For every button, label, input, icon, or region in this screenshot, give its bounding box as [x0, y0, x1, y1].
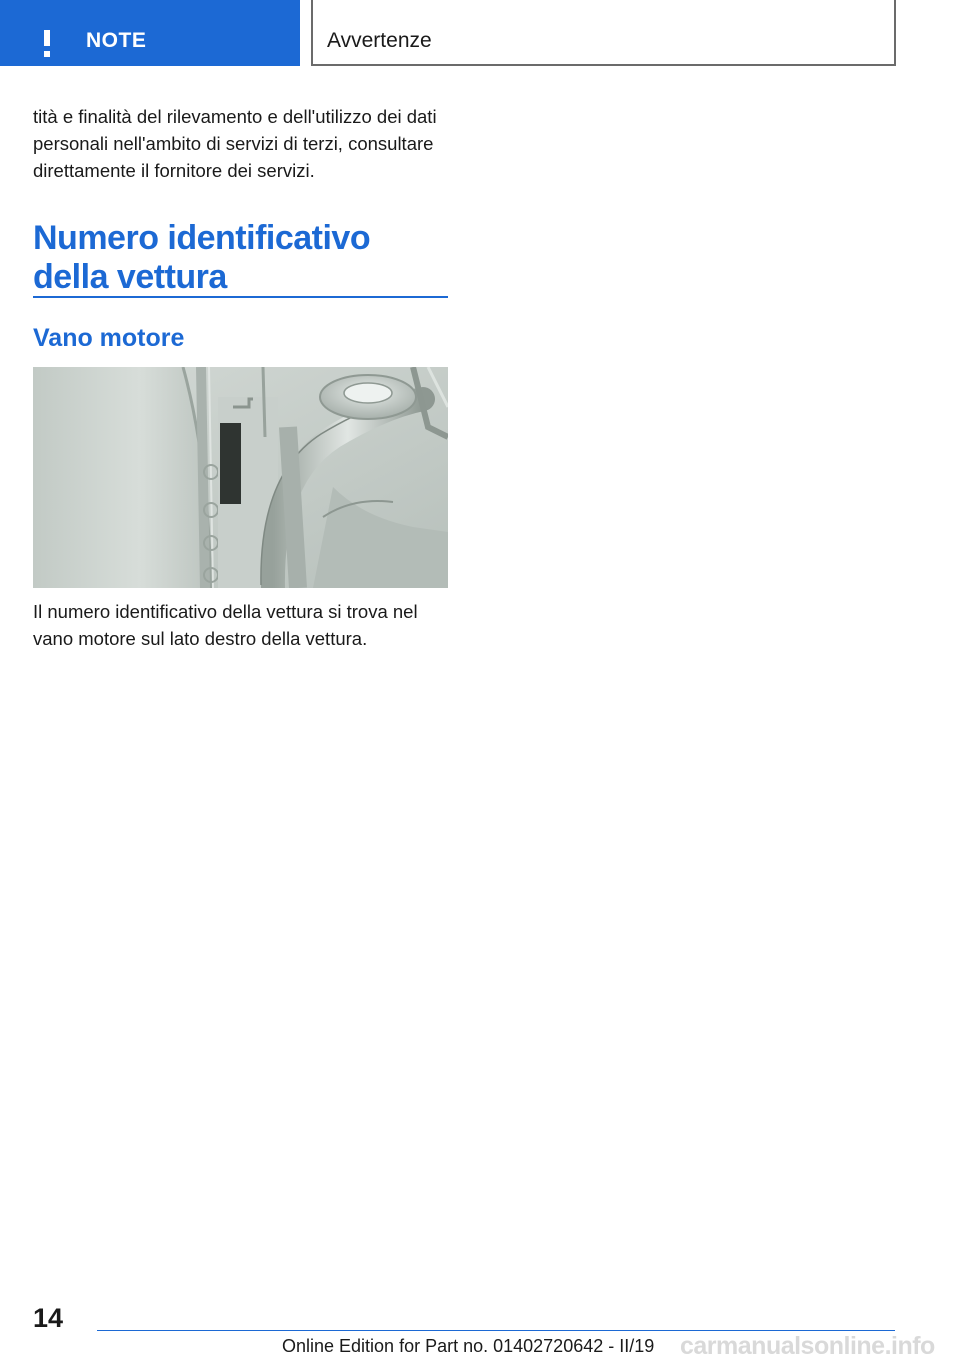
note-tab-label: NOTE — [86, 29, 147, 52]
exclamation-icon — [44, 30, 52, 60]
watermark: carmanualsonline.info — [680, 1332, 935, 1360]
chapter-title: Numero identificativo della vettura — [33, 219, 371, 296]
subsection-title: Vano motore — [33, 324, 185, 352]
header-section-tab — [311, 0, 896, 66]
engine-compartment-figure — [33, 367, 448, 588]
caption-paragraph: Il numero identificativo della vettura si trova nel vano motore sul lato destro della vettura. — [33, 601, 418, 649]
header-note-tab — [0, 0, 300, 66]
page-number: 14 — [33, 1303, 64, 1333]
chapter-divider — [33, 296, 448, 298]
edition-text: Online Edition for Part no. 01402720642 - II/19 — [282, 1336, 655, 1356]
intro-paragraph: tità e finalità del rilevamento e dell'utilizzo dei dati personali nell'ambito di servizi di terzi, consultare direttamente il fornitore dei servizi. — [33, 106, 437, 181]
engine-compartment-illustration-icon — [33, 367, 448, 588]
section-label: Avvertenze — [327, 29, 432, 52]
